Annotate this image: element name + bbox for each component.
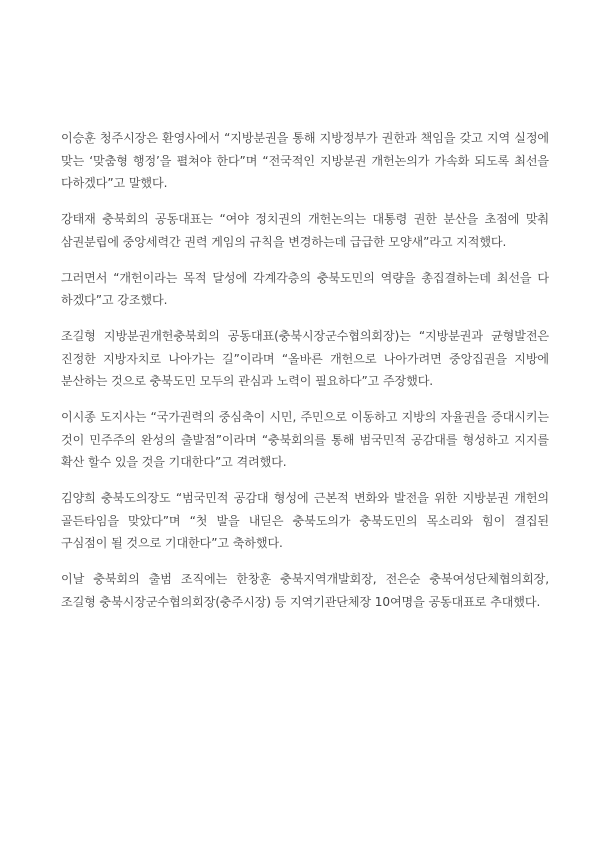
paragraph-governor-remarks: 이시종 도지사는 “국가권력의 중심축이 시민, 주민으로 이동하고 지방의 자율권을 증대시키는 것이 민주주의 완성의 출발점”이라며 “충북회의를 통해 범국민적 공감대를 형성하고 지지를 확산 할수 있을 것을 기대한다”고 격려했다. [61, 410, 549, 469]
paragraph-co-chair-kang-remarks: 강태재 충북회의 공동대표는 “여야 정치권의 개헌논의는 대통령 권한 분산을 초점에 맞춰 삼권분립에 중앙세력간 권력 게임의 규칙을 변경하는데 급급한 모양새”라고 지적했다. [61, 212, 549, 249]
paragraph-co-chair-kang-emphasis: 그러면서 “개헌이라는 목적 달성에 각계각층의 충북도민의 역량을 총집결하는데 최선을 다 하겠다”고 강조했다. [61, 270, 549, 307]
paragraph-co-chair-cho-remarks: 조길형 지방분권개헌충북회의 공동대표(충북시장군수협의회장)는 “지방분권과 균형발전은 진정한 지방자치로 나아가는 길”이라며 “올바른 개헌으로 나아가려면 중앙집권을 지방에 분산하는 것으로 충북도민 모두의 관심과 노력이 필요하다”고 주장했다. [61, 329, 549, 388]
paragraph-council-chair-remarks: 김양희 충북도의장도 “범국민적 공감대 형성에 근본적 변화와 발전을 위한 지방분권 개헌의 골든타임을 맞았다”며 “첫 발을 내딛은 충북도의가 충북도민의 목소리와 힘이 결집된 구심점이 될 것으로 기대한다”고 축하했다. [61, 491, 549, 550]
paragraph-co-representatives: 이날 충북회의 출범 조직에는 한창훈 충북지역개발회장, 전은순 충북여성단체협의회장, 조길형 충북시장군수협의회장(충주시장) 등 지역기관단체장 10여명을 공동대표로 추대했다. [61, 572, 549, 609]
article-body [61, 127, 549, 627]
paragraph-mayor-welcome-speech: 이승훈 청주시장은 환영사에서 “지방분권을 통해 지방정부가 권한과 책임을 갖고 지역 실정에 맞는 ‘맞춤형 행정’을 펼쳐야 한다”며 “전국적인 지방분권 개헌논의가 가속화 되도록 최선을 다하겠다”고 말했다. [61, 131, 549, 190]
